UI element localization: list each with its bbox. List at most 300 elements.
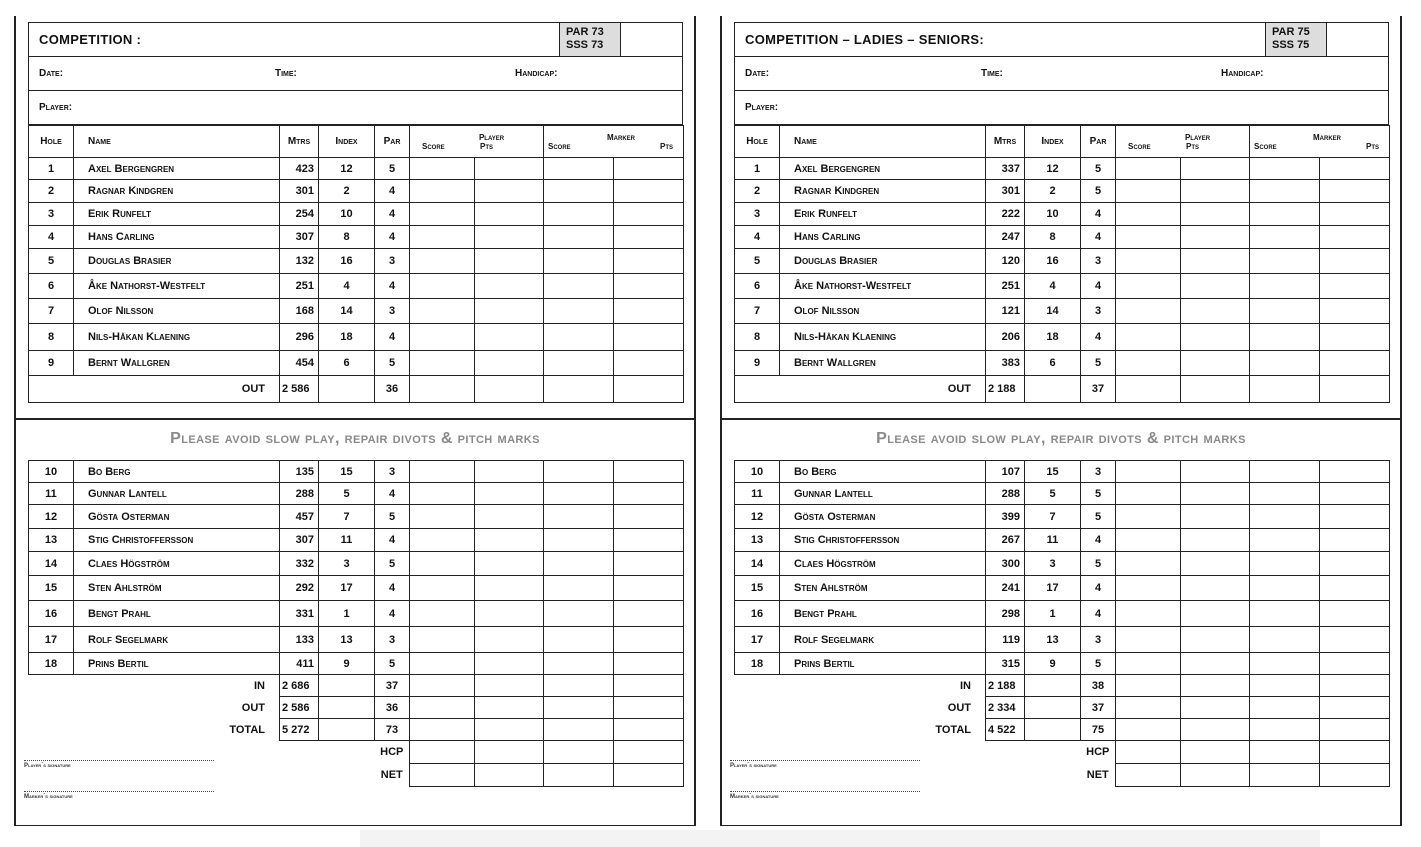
pts-cell[interactable] [1320, 376, 1390, 403]
hole-row [735, 299, 1390, 324]
score-cell[interactable] [1250, 741, 1320, 764]
date-time-row [734, 57, 1389, 91]
marker-score-cell[interactable] [1250, 483, 1320, 505]
score-cell[interactable] [410, 697, 475, 719]
hole-name: Stig Christoffersson [74, 529, 280, 552]
marker-pts-cell[interactable] [1320, 461, 1390, 483]
marker-score-cell[interactable] [544, 180, 614, 203]
score-cell[interactable] [544, 675, 614, 697]
player-pts-cell[interactable] [475, 627, 544, 653]
player-score-cell[interactable] [1116, 299, 1181, 324]
score-cell[interactable] [544, 719, 614, 741]
marker-score-cell[interactable] [544, 274, 614, 299]
pts-cell[interactable] [475, 675, 544, 697]
marker-score-cell[interactable] [544, 529, 614, 552]
marker-pts-cell[interactable] [1320, 226, 1390, 249]
marker-pts-cell[interactable] [614, 158, 684, 180]
player-pts-cell[interactable] [1181, 601, 1250, 627]
hole-mtrs: 331 [280, 601, 319, 627]
score-cell[interactable] [544, 741, 614, 764]
player-pts-cell[interactable] [1181, 627, 1250, 653]
out-mtrs: 2 586 [280, 376, 319, 403]
hole-number: 17 [29, 627, 74, 653]
marker-signature-line[interactable] [730, 791, 920, 792]
par-value: PAR 73 [566, 26, 604, 38]
player-score-cell[interactable] [1116, 576, 1181, 601]
hole-name: Gunnar Lantell [780, 483, 986, 505]
competition-label: COMPETITION : [39, 32, 142, 47]
hole-number: 3 [735, 203, 780, 226]
player-pts-cell[interactable] [1181, 274, 1250, 299]
player-score-cell[interactable] [1116, 505, 1181, 529]
marker-score-cell[interactable] [1250, 226, 1320, 249]
score-cell[interactable] [1250, 764, 1320, 787]
marker-score-cell[interactable] [1250, 552, 1320, 576]
player-pts-cell[interactable] [1181, 180, 1250, 203]
index-header: Index [319, 126, 375, 158]
score-cell[interactable] [1116, 719, 1181, 741]
player-pts-cell[interactable] [475, 158, 544, 180]
player-pts-cell[interactable] [475, 653, 544, 675]
card-bottom-rule [16, 825, 694, 826]
player-pts-cell[interactable] [1181, 351, 1250, 376]
hole-row [29, 299, 684, 324]
player-pts-cell[interactable] [1181, 299, 1250, 324]
player-score-cell[interactable] [410, 299, 475, 324]
hole-row [29, 601, 684, 627]
player-pts-cell[interactable] [1181, 226, 1250, 249]
hole-name: Ragnar Kindgren [780, 180, 986, 203]
player-score-cell[interactable] [410, 483, 475, 505]
pts-cell[interactable] [1320, 719, 1390, 741]
score-cell[interactable] [1250, 697, 1320, 719]
marker-pts-cell[interactable] [614, 351, 684, 376]
marker-pts-cell[interactable] [614, 552, 684, 576]
par-sss-box [559, 23, 621, 56]
player-pts-cell[interactable] [1181, 505, 1250, 529]
score-cell[interactable] [1250, 719, 1320, 741]
hole-number: 15 [735, 576, 780, 601]
hole-par: 4 [1081, 576, 1116, 601]
player-pts-cell[interactable] [1181, 249, 1250, 274]
hole-mtrs: 119 [986, 627, 1025, 653]
hole-row [735, 576, 1390, 601]
hole-par: 4 [375, 324, 410, 351]
marker-score-cell[interactable] [1250, 180, 1320, 203]
handicap-field[interactable]: Handicap: [515, 68, 558, 79]
marker-pts-cell[interactable] [614, 226, 684, 249]
score-cell[interactable] [544, 697, 614, 719]
hole-number: 14 [735, 552, 780, 576]
hole-index: 11 [1025, 529, 1081, 552]
marker-score-cell[interactable] [544, 627, 614, 653]
player-score-cell[interactable] [1116, 180, 1181, 203]
player-score-cell[interactable] [1116, 249, 1181, 274]
pts-cell[interactable] [614, 697, 684, 719]
name-header: Name [74, 126, 280, 158]
hole-row [29, 529, 684, 552]
marker-pts-cell[interactable] [1320, 576, 1390, 601]
hole-mtrs: 121 [986, 299, 1025, 324]
marker-pts-cell[interactable] [1320, 627, 1390, 653]
pts-cell[interactable] [475, 697, 544, 719]
hole-index: 18 [1025, 324, 1081, 351]
out-row [29, 376, 684, 403]
marker-score-cell[interactable] [1250, 461, 1320, 483]
pts-cell[interactable] [475, 764, 544, 787]
player-score-cell[interactable] [410, 249, 475, 274]
player-pts-cell[interactable] [1181, 653, 1250, 675]
pts-cell[interactable] [614, 741, 684, 764]
score-cell[interactable] [410, 376, 475, 403]
pts-cell[interactable] [1181, 741, 1250, 764]
player-pts-cell[interactable] [1181, 529, 1250, 552]
player-pts-cell[interactable] [475, 226, 544, 249]
hole-number: 2 [29, 180, 74, 203]
marker-pts-cell[interactable] [614, 483, 684, 505]
marker-pts-cell[interactable] [1320, 483, 1390, 505]
hole-row [735, 180, 1390, 203]
hole-row [735, 627, 1390, 653]
player-score-cell[interactable] [1116, 552, 1181, 576]
hole-mtrs: 301 [986, 180, 1025, 203]
player-pts-cell[interactable] [475, 601, 544, 627]
score-cell[interactable] [1116, 697, 1181, 719]
player-pts-cell[interactable] [475, 505, 544, 529]
marker-pts-cell[interactable] [1320, 653, 1390, 675]
hole-number: 12 [29, 505, 74, 529]
date-field[interactable]: Date: [745, 68, 770, 79]
pts-cell[interactable] [1320, 764, 1390, 787]
marker-score-cell[interactable] [544, 203, 614, 226]
marker-pts-cell[interactable] [614, 627, 684, 653]
player-score-cell[interactable] [1116, 226, 1181, 249]
score-cell[interactable] [410, 741, 475, 764]
hole-index: 13 [1025, 627, 1081, 653]
player-pts-cell[interactable] [475, 576, 544, 601]
player-signature-line[interactable] [24, 760, 214, 761]
hole-par: 4 [1081, 203, 1116, 226]
time-field[interactable]: Time: [275, 68, 297, 79]
marker-pts-cell[interactable] [614, 653, 684, 675]
score-cell[interactable] [410, 675, 475, 697]
marker-score-cell[interactable] [1250, 601, 1320, 627]
player-pts-cell[interactable] [475, 529, 544, 552]
marker-score-cell[interactable] [1250, 505, 1320, 529]
player-pts-cell[interactable] [1181, 552, 1250, 576]
marker-score-cell[interactable] [544, 249, 614, 274]
player-group-label: Player [478, 132, 505, 142]
marker-score-cell[interactable] [544, 324, 614, 351]
player-score-cell[interactable] [410, 158, 475, 180]
pts-cell[interactable] [1181, 719, 1250, 741]
hole-number: 11 [735, 483, 780, 505]
in-row-label: IN [960, 679, 971, 692]
player-score-cell[interactable] [410, 324, 475, 351]
player-score-cell[interactable] [410, 627, 475, 653]
score-cell[interactable] [1116, 741, 1181, 764]
hole-par: 4 [1081, 601, 1116, 627]
player-score-cell[interactable] [410, 274, 475, 299]
marker-score-cell[interactable] [544, 552, 614, 576]
player-score-cell[interactable] [410, 203, 475, 226]
score-cell[interactable] [410, 719, 475, 741]
player-pts-cell[interactable] [475, 299, 544, 324]
player-field[interactable]: Player: [39, 102, 73, 113]
score-cell[interactable] [544, 376, 614, 403]
front-nine-table [28, 125, 684, 403]
score-cell[interactable] [1250, 675, 1320, 697]
player-pts-cell[interactable] [475, 351, 544, 376]
marker-pts-cell[interactable] [1320, 203, 1390, 226]
hole-par: 3 [375, 627, 410, 653]
player-score-cell[interactable] [410, 576, 475, 601]
marker-pts-cell[interactable] [614, 180, 684, 203]
hole-name: Bo Berg [780, 461, 986, 483]
front-nine-table [734, 125, 1390, 403]
player-score-cell[interactable] [1116, 324, 1181, 351]
hole-par: 5 [1081, 158, 1116, 180]
out-label: OUT [29, 376, 280, 403]
hole-header: Hole [29, 126, 74, 158]
in-row-par: 38 [1081, 675, 1116, 697]
player-score-cell[interactable] [1116, 351, 1181, 376]
hole-number: 9 [29, 351, 74, 376]
score-cell[interactable] [1116, 376, 1181, 403]
card-header [734, 22, 1389, 403]
player-pts-cell[interactable] [1181, 203, 1250, 226]
player-pts-cell[interactable] [475, 249, 544, 274]
marker-score-cell[interactable] [1250, 249, 1320, 274]
player-pts-cell[interactable] [1181, 158, 1250, 180]
marker-pts-cell[interactable] [614, 529, 684, 552]
hole-mtrs: 296 [280, 324, 319, 351]
pts-cell[interactable] [1320, 675, 1390, 697]
hole-par: 5 [1081, 552, 1116, 576]
hole-row [735, 601, 1390, 627]
hole-mtrs: 168 [280, 299, 319, 324]
player-score-cell[interactable] [1116, 529, 1181, 552]
player-pts-cell[interactable] [1181, 576, 1250, 601]
hole-name: Bo Berg [74, 461, 280, 483]
hole-number: 3 [29, 203, 74, 226]
player-score-cell[interactable] [410, 226, 475, 249]
marker-pts-cell[interactable] [1320, 529, 1390, 552]
player-pts-cell[interactable] [475, 180, 544, 203]
player-score-cell[interactable] [1116, 627, 1181, 653]
marker-pts-cell[interactable] [614, 461, 684, 483]
out-summary-row-par: 37 [1081, 697, 1116, 719]
marker-signature-line[interactable] [24, 791, 214, 792]
player-score-cell[interactable] [410, 552, 475, 576]
marker-score-cell[interactable] [1250, 324, 1320, 351]
score-cell[interactable] [1116, 764, 1181, 787]
player-pts-cell[interactable] [475, 324, 544, 351]
in-row-mtrs: 2 188 [986, 675, 1025, 697]
marker-score-cell[interactable] [544, 351, 614, 376]
marker-score-cell[interactable] [1250, 158, 1320, 180]
out-par: 37 [1081, 376, 1116, 403]
pts-cell[interactable] [475, 741, 544, 764]
in-row-label: IN [254, 679, 265, 692]
hole-row [735, 483, 1390, 505]
etiquette-slogan: Please avoid slow play, repair divots & pitch marks [170, 430, 540, 447]
marker-pts-cell[interactable] [1320, 249, 1390, 274]
score-cell[interactable] [1250, 376, 1320, 403]
player-score-cell[interactable] [1116, 274, 1181, 299]
marker-pts-cell[interactable] [614, 203, 684, 226]
hole-name: Axel Bergengren [74, 158, 280, 180]
score-cell[interactable] [410, 764, 475, 787]
marker-score-cell[interactable] [544, 505, 614, 529]
hole-row [29, 483, 684, 505]
player-score-cell[interactable] [410, 601, 475, 627]
marker-score-cell[interactable] [544, 299, 614, 324]
player-score-cell[interactable] [410, 653, 475, 675]
hole-index: 12 [319, 158, 375, 180]
marker-score-cell[interactable] [544, 158, 614, 180]
date-field[interactable]: Date: [39, 68, 64, 79]
marker-score-cell[interactable] [544, 576, 614, 601]
hole-number: 10 [735, 461, 780, 483]
pts-cell[interactable] [1181, 697, 1250, 719]
pts-cell[interactable] [475, 376, 544, 403]
marker-score-cell[interactable] [1250, 653, 1320, 675]
hole-name: Olof Nilsson [74, 299, 280, 324]
hole-index: 10 [1025, 203, 1081, 226]
marker-score-cell[interactable] [544, 483, 614, 505]
player-score-cell[interactable] [1116, 653, 1181, 675]
hole-par: 5 [1081, 505, 1116, 529]
hole-par: 5 [375, 653, 410, 675]
hole-par: 4 [375, 274, 410, 299]
out-par: 36 [375, 376, 410, 403]
marker-score-cell[interactable] [544, 601, 614, 627]
marker-pts-cell[interactable] [1320, 324, 1390, 351]
marker-pts-cell[interactable] [1320, 505, 1390, 529]
time-field[interactable]: Time: [981, 68, 1003, 79]
hole-row [735, 461, 1390, 483]
marker-pts-cell[interactable] [1320, 158, 1390, 180]
marker-score-cell[interactable] [544, 653, 614, 675]
player-score-cell[interactable] [1116, 461, 1181, 483]
marker-pts-cell[interactable] [614, 601, 684, 627]
player-pts-cell[interactable] [475, 203, 544, 226]
hole-mtrs: 267 [986, 529, 1025, 552]
scorecard-men [14, 16, 696, 826]
player-pts-cell[interactable] [1181, 324, 1250, 351]
hole-mtrs: 120 [986, 249, 1025, 274]
hole-par: 3 [1081, 249, 1116, 274]
marker-signature-label: Marker´s signature [730, 794, 779, 800]
name-header: Name [780, 126, 986, 158]
marker-score-cell[interactable] [1250, 299, 1320, 324]
net-row [29, 764, 684, 787]
hole-index: 4 [319, 274, 375, 299]
player-score-cell[interactable] [410, 529, 475, 552]
marker-score-cell[interactable] [1250, 351, 1320, 376]
hole-index: 14 [319, 299, 375, 324]
player-pts-cell[interactable] [475, 552, 544, 576]
marker-pts-cell[interactable] [614, 324, 684, 351]
hole-name: Sten Ahlström [74, 576, 280, 601]
hole-index: 17 [319, 576, 375, 601]
player-score-cell[interactable] [1116, 483, 1181, 505]
player-pts-cell[interactable] [1181, 461, 1250, 483]
marker-pts-label: Pts [659, 141, 673, 151]
handicap-field[interactable]: Handicap: [1221, 68, 1264, 79]
hole-number: 8 [735, 324, 780, 351]
marker-pts-cell[interactable] [614, 299, 684, 324]
pts-cell[interactable] [1181, 376, 1250, 403]
etiquette-slogan: Please avoid slow play, repair divots & pitch marks [876, 430, 1246, 447]
pts-cell[interactable] [614, 675, 684, 697]
player-score-cell[interactable] [1116, 203, 1181, 226]
marker-score-header [1250, 126, 1390, 158]
marker-pts-cell[interactable] [1320, 274, 1390, 299]
player-score-cell[interactable] [1116, 158, 1181, 180]
date-time-row [28, 57, 683, 91]
marker-score-cell[interactable] [544, 461, 614, 483]
marker-score-cell[interactable] [1250, 627, 1320, 653]
hole-row [29, 203, 684, 226]
hole-par: 3 [1081, 299, 1116, 324]
marker-pts-cell[interactable] [1320, 180, 1390, 203]
pts-cell[interactable] [475, 719, 544, 741]
marker-score-cell[interactable] [1250, 529, 1320, 552]
player-score-cell[interactable] [1116, 601, 1181, 627]
hole-row [29, 576, 684, 601]
marker-pts-cell[interactable] [1320, 552, 1390, 576]
out-summary-row [29, 697, 684, 719]
player-pts-cell[interactable] [475, 483, 544, 505]
marker-score-cell[interactable] [544, 226, 614, 249]
hole-index: 5 [1025, 483, 1081, 505]
pts-cell[interactable] [614, 764, 684, 787]
player-pts-cell[interactable] [475, 274, 544, 299]
pts-cell[interactable] [1320, 697, 1390, 719]
marker-score-cell[interactable] [1250, 576, 1320, 601]
marker-score-cell[interactable] [1250, 274, 1320, 299]
marker-score-cell[interactable] [1250, 203, 1320, 226]
player-pts-cell[interactable] [475, 461, 544, 483]
player-field[interactable]: Player: [745, 102, 779, 113]
pts-cell[interactable] [1181, 675, 1250, 697]
total-row-label: TOTAL [229, 723, 265, 736]
player-score-cell[interactable] [410, 461, 475, 483]
marker-pts-cell[interactable] [614, 249, 684, 274]
hole-mtrs: 454 [280, 351, 319, 376]
player-pts-cell[interactable] [1181, 483, 1250, 505]
marker-pts-cell[interactable] [614, 576, 684, 601]
player-signature-line[interactable] [730, 760, 920, 761]
score-cell[interactable] [1116, 675, 1181, 697]
pts-cell[interactable] [614, 719, 684, 741]
marker-pts-cell[interactable] [1320, 601, 1390, 627]
pts-cell[interactable] [1181, 764, 1250, 787]
marker-pts-cell[interactable] [1320, 299, 1390, 324]
player-score-cell[interactable] [410, 180, 475, 203]
marker-pts-cell[interactable] [614, 274, 684, 299]
score-cell[interactable] [544, 764, 614, 787]
marker-pts-cell[interactable] [614, 505, 684, 529]
player-score-cell[interactable] [410, 351, 475, 376]
pts-cell[interactable] [614, 376, 684, 403]
player-score-cell[interactable] [410, 505, 475, 529]
marker-pts-cell[interactable] [1320, 351, 1390, 376]
pts-cell[interactable] [1320, 741, 1390, 764]
hole-index: 5 [319, 483, 375, 505]
